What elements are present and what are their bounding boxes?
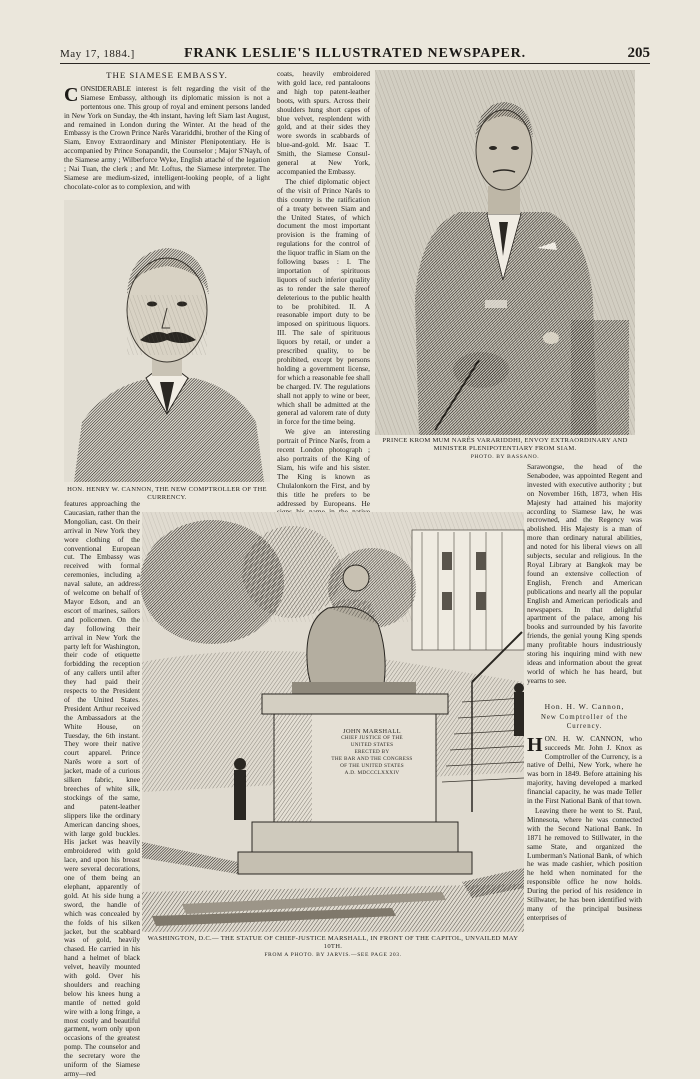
page-header <box>60 44 650 64</box>
siamese-body-5: Sarawongse, the head of the Senabodee, was appointed Regent and invested with executive authority ; but on November 16th, 1873, when His Majesty had attained his majority according to Siamese law, he was recrowned, and the Regency was abolished. His Majesty is a man of more than ordinary natural abilities, and noted for his liberal views on all subjects, secular and religious. In the Royal Library at Bangkok may be found an extensive collection of English, French and American publications and nearly all the popular English and American periodicals and newspapers. In that delightful apartment of the palace, among his books and surrounded by his favorite friends, the genial young King spends many profitable hours industriously storing his inquiring mind with new ideas and information about the great world of which he has heard, but yearns to see. <box>527 462 642 685</box>
statue-inscription <box>320 728 424 777</box>
siamese-article-col1-bottom <box>64 499 140 1078</box>
caption-prince <box>375 437 635 461</box>
caption-statue-text: WASHINGTON, D.C.— THE STATUE OF CHIEF-JUSTICE MARSHALL, IN FRONT OF THE CAPITOL, UNVAILED MAY 10TH. <box>147 935 519 950</box>
issue-date: May 17, 1884.] <box>60 48 135 60</box>
caption-cannon: HON. HENRY W. CANNON, THE NEW COMPTROLLER OF THE CURRENCY. <box>67 486 267 501</box>
siamese-article-col3 <box>527 463 642 697</box>
cannon-body-2: Leaving there he went to St. Paul, Minnesota, where he was connected with the Second National Bank. In 1871 he removed to Stillwater, in the same State, and organized the Lumberman's National Bank, of which he was made cashier, which position he held when nominated for the responsible office he now holds. During the period of his residence in Stillwater, he has been identified with many of the principal business enterprises of <box>527 805 642 922</box>
portrait-cannon <box>64 200 270 482</box>
inscription-line: A.D. MDCCCLXXXIV <box>344 770 400 776</box>
inscription-line: ERECTED BY <box>354 749 390 755</box>
portrait-prince <box>375 70 635 435</box>
siamese-body-6: features approaching the Caucasian, rather than the Mongolian, cast. On their arrival in New York they wore clothing of the conventional European cut. The Embassy was received with formal ceremonies, including a naval salute, an address of welcome on behalf of Mayor Edson, and an escort of marines, sailors and policemen. On the day following their arrival in New York the party left for Washington, their code of etiquette forbidding the reception of any callers until after they had paid their respects to the President of the United States. President Arthur received the Ambassadors at the White House, on Tuesday, the 6th instant. They wore their native court apparel. Prince Narês wore a sort of jacket, made of a curious silken fabric, knee breeches of white silk, stockings of the same, and patent-leather slippers like the ordinary American dancing shoes, with large gold buckles. His jacket was heavily embroidered with gold lace, and upon his breast were several decorations, one of them being an elephant, apparently of gold. At his side hung a sword, the handle of which was concealed by the folds of his silken jacket, but the scabbard was of gold, heavily chased. He carried in his hand a helmet of black velvet, heavily mounted with gold. Over his shoulders and reaching below his knees hung a mantle of netted gold wire with a long fringe, a most costly and beautiful garment, worn only upon occasions of the greatest pomp. The counselor and the secretary wore the uniform of the Siamese army—red <box>64 499 140 1078</box>
inscription-line: CHIEF JUSTICE OF THE <box>341 735 403 741</box>
siamese-article-col1-top <box>64 70 270 197</box>
inscription-line: UNITED STATES <box>350 742 394 748</box>
cannon-body-1: ON. H. W. CANNON, who succeeds Mr. John J. Knox as Comptroller of the Currency, is a native of Delhi, New York, where he was born in 1849. Before attaining his majority, having developed a marked financial capacity, he was made Teller in the First National Bank of that town. <box>527 733 642 806</box>
dropcap: H <box>527 733 543 756</box>
cannon-article-subtitle: New Comptroller of the Currency. <box>540 713 629 730</box>
caption-statue-credit: FROM A PHOTO. BY JARVIS.—SEE PAGE 203. <box>264 952 402 958</box>
caption-prince-text: PRINCE KROM MUM NARÊS VARARIDDHI, ENVOY EXTRAORDINARY AND MINISTER PLENIPOTENTIARY FROM SIAM. <box>382 437 628 452</box>
siamese-body-1: ONSIDERABLE interest is felt regarding the visit of the Siamese Embassy, although its diplomatic mission is not a portentous one. This group of royal and eminent persons landed in New York on Sunday, the 4th instant, having left Siam last August, and remained in London during the Winter. At the head of the Embassy is the Crown Prince Narês Varariddhi, brother of the King of Siam, Envoy Extraordinary and Minister Plenipotentiary. He is accompanied by Prince Sonapandit, the Counselor ; Major S'Nayh, of the Siamese army ; Wilberforce Wyke, English attaché of the legation ; Nai Tuan, the clerk ; and Mr. Loftus, the Siamese interpreter. The Siamese are medium-sized, intelligent-looking people, of a light chocolate-color as to complexion, and with <box>64 83 270 191</box>
siamese-body-4: We give an interesting portrait of Prince Narês, from a recent London photograph ; also portraits of the King of Siam, his wife and his sister. The King is known as Chulalonkorn the First, and by this title he prefers to be addressed by Europeans. He <box>277 427 370 508</box>
cannon-engraving <box>64 200 270 482</box>
dropcap: C <box>64 83 79 106</box>
prince-engraving <box>375 70 635 435</box>
caption-statue <box>142 935 524 959</box>
illustration-marshall-statue <box>142 512 524 932</box>
statue-engraving <box>142 512 524 932</box>
newspaper-title: FRANK LESLIE'S ILLUSTRATED NEWSPAPER. <box>184 46 526 61</box>
cannon-article <box>527 702 642 954</box>
caption-prince-credit: PHOTO. BY BASSANO. <box>470 454 540 460</box>
inscription-line: JOHN MARSHALL <box>343 728 401 735</box>
inscription-line: OF THE UNITED STATES <box>340 763 404 769</box>
siamese-body-3: The chief diplomatic object of the visit of Prince Narês to this country is the ratification of a treaty between Siam and the United States, of which document the most important provision is the framing of regulations for the control of the liquor traffic in Siam on the following bases : I. The importation of spirituous liquors of such inferior quality as to render the sale thereof deleterious to the public health to be prohibited. II. A reasonable import duty to be imposed on spirituous liquors. III. The sale of spirituous liquors by retail, or under a prescribed quality, to be prohibited, except by persons holding a government license, for which a reasonable fee shall be charged. IV. The regulations shall not apply to wine or beer, which shall be admitted at the general ad valorem rate of duty in force for the time being. <box>277 176 370 427</box>
inscription-line: THE BAR AND THE CONGRESS <box>331 756 413 762</box>
page-number: 205 <box>627 45 650 61</box>
siamese-article-col2 <box>277 69 370 508</box>
cannon-article-title: Hon. H. W. Cannon, <box>544 702 625 711</box>
siamese-body-2: coats, heavily embroidered with gold lace, red pantaloons and high top patent-leather boots, with spurs. Across their shoulders hung short capes of blue velvet, resplendent with gold, and at their sides they wore swords in scabbards of blue-and-gold. Mr. Isaac T. Smith, the Siamese Consul-general at New York, accompanied the Embassy. <box>277 69 370 176</box>
siamese-article-title: THE SIAMESE EMBASSY. <box>106 70 228 80</box>
